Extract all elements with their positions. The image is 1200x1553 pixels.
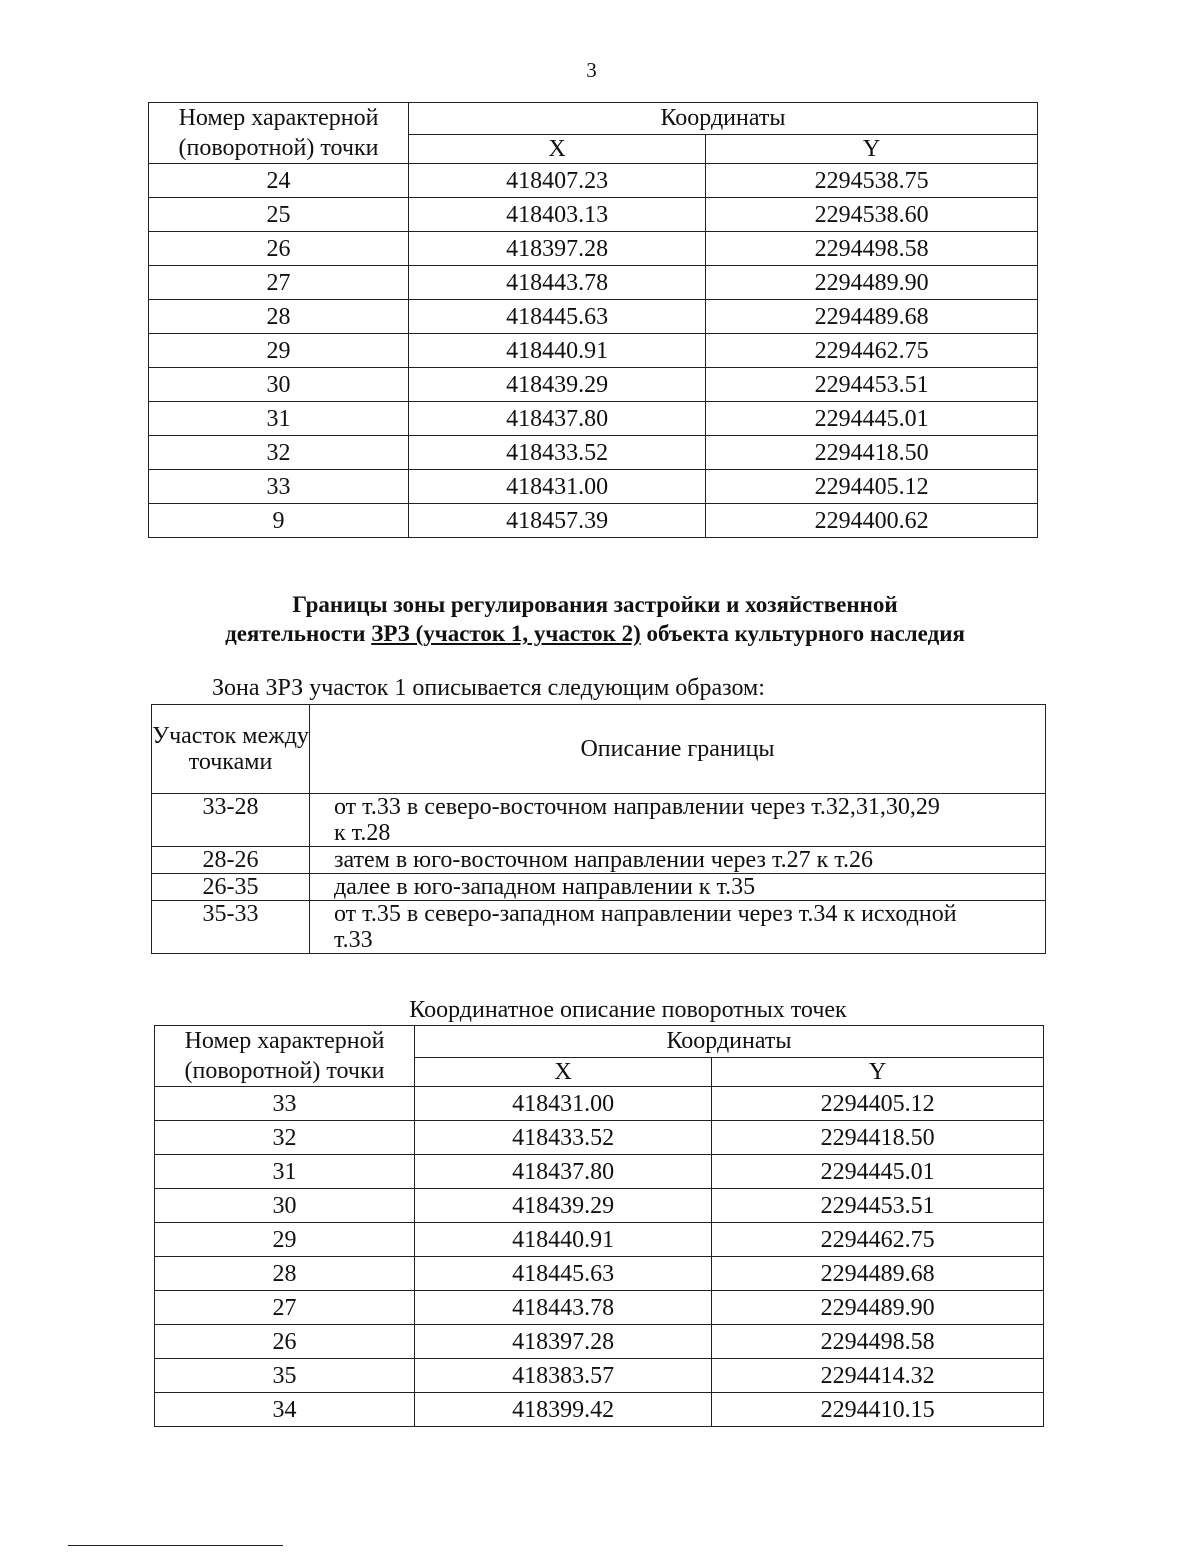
x-coordinate-cell: 418440.91 <box>409 334 706 368</box>
x-coordinate-cell: 418399.42 <box>415 1393 712 1427</box>
point-number-cell: 24 <box>149 164 409 198</box>
y-header: Y <box>712 1057 1044 1086</box>
page-number: 3 <box>586 58 597 82</box>
point-number-header: Номер характерной (поворотной) точки <box>149 103 409 164</box>
y-coordinate-cell: 2294489.90 <box>712 1291 1044 1325</box>
coordinates-table-1 <box>148 102 1038 538</box>
table-row <box>149 232 1038 266</box>
point-number-cell: 27 <box>149 266 409 300</box>
point-number-cell: 32 <box>155 1121 415 1155</box>
point-number-cell: 26 <box>155 1325 415 1359</box>
x-coordinate-cell: 418440.91 <box>415 1223 712 1257</box>
table-row <box>155 1155 1044 1189</box>
point-number-cell: 31 <box>155 1155 415 1189</box>
table-row <box>149 198 1038 232</box>
table-row <box>155 1189 1044 1223</box>
table-row <box>155 1223 1044 1257</box>
table-row <box>152 794 1046 847</box>
table-row <box>155 1359 1044 1393</box>
x-coordinate-cell: 418397.28 <box>415 1325 712 1359</box>
x-coordinate-cell: 418397.28 <box>409 232 706 266</box>
point-number-cell: 35 <box>155 1359 415 1393</box>
x-coordinate-cell: 418457.39 <box>409 504 706 538</box>
section-heading-line-1: Границы зоны регулирования застройки и хозяйственной <box>292 592 898 617</box>
x-header: X <box>409 134 706 163</box>
y-coordinate-cell: 2294538.60 <box>706 198 1038 232</box>
description-line: т.33 <box>334 927 373 953</box>
table-row <box>149 470 1038 504</box>
y-coordinate-cell: 2294453.51 <box>706 368 1038 402</box>
y-coordinate-cell: 2294489.68 <box>706 300 1038 334</box>
coordinates-subcaption: Координатное описание поворотных точек <box>409 997 847 1023</box>
table-row <box>155 1291 1044 1325</box>
y-coordinate-cell: 2294410.15 <box>712 1393 1044 1427</box>
description-line: далее в юго-западном направлении к т.35 <box>334 874 756 900</box>
y-coordinate-cell: 2294462.75 <box>706 334 1038 368</box>
point-number-cell: 30 <box>149 368 409 402</box>
table-row <box>155 1257 1044 1291</box>
point-number-cell: 32 <box>149 436 409 470</box>
point-number-cell: 28 <box>155 1257 415 1291</box>
table-row <box>155 1121 1044 1155</box>
segment-cell: 33-28 <box>152 794 310 847</box>
description-line: от т.35 в северо-западном направлении через т.34 к исходной <box>334 901 957 927</box>
x-coordinate-cell: 418403.13 <box>409 198 706 232</box>
point-number-cell: 27 <box>155 1291 415 1325</box>
table-row <box>149 334 1038 368</box>
point-number-cell: 29 <box>155 1223 415 1257</box>
segment-header: Участок между точками <box>152 705 310 794</box>
x-coordinate-cell: 418439.29 <box>415 1189 712 1223</box>
description-line: от т.33 в северо-восточном направлении через т.32,31,30,29 <box>334 794 940 820</box>
segment-cell: 35-33 <box>152 901 310 954</box>
x-coordinate-cell: 418443.78 <box>409 266 706 300</box>
segment-cell: 26-35 <box>152 874 310 901</box>
x-coordinate-cell: 418433.52 <box>415 1121 712 1155</box>
y-coordinate-cell: 2294418.50 <box>712 1121 1044 1155</box>
y-coordinate-cell: 2294498.58 <box>706 232 1038 266</box>
table-row <box>149 504 1038 538</box>
y-coordinate-cell: 2294400.62 <box>706 504 1038 538</box>
table-row <box>152 901 1046 954</box>
point-number-header: Номер характерной (поворотной) точки <box>155 1026 415 1087</box>
footnote-divider <box>68 1545 283 1546</box>
point-number-cell: 30 <box>155 1189 415 1223</box>
heading-suffix: объекта культурного наследия <box>646 621 965 646</box>
description-cell <box>310 874 1046 901</box>
x-coordinate-cell: 418445.63 <box>415 1257 712 1291</box>
y-coordinate-cell: 2294414.32 <box>712 1359 1044 1393</box>
table-row <box>155 1087 1044 1121</box>
boundary-description-table <box>151 704 1046 954</box>
point-number-cell: 26 <box>149 232 409 266</box>
point-number-cell: 34 <box>155 1393 415 1427</box>
y-header: Y <box>706 134 1038 163</box>
point-number-cell: 31 <box>149 402 409 436</box>
y-coordinate-cell: 2294453.51 <box>712 1189 1044 1223</box>
x-coordinate-cell: 418407.23 <box>409 164 706 198</box>
table-row <box>149 164 1038 198</box>
x-coordinate-cell: 418437.80 <box>415 1155 712 1189</box>
table-row <box>155 1393 1044 1427</box>
heading-underlined: ЗРЗ (участок 1, участок 2) <box>371 621 641 646</box>
coordinates-table-2 <box>154 1025 1044 1427</box>
description-cell <box>310 901 1046 954</box>
table-row <box>155 1325 1044 1359</box>
x-coordinate-cell: 418439.29 <box>409 368 706 402</box>
point-number-cell: 29 <box>149 334 409 368</box>
table-row <box>149 266 1038 300</box>
point-number-cell: 28 <box>149 300 409 334</box>
y-coordinate-cell: 2294445.01 <box>706 402 1038 436</box>
y-coordinate-cell: 2294462.75 <box>712 1223 1044 1257</box>
y-coordinate-cell: 2294445.01 <box>712 1155 1044 1189</box>
point-number-cell: 33 <box>149 470 409 504</box>
zone-intro-text: Зона ЗРЗ участок 1 описывается следующим образом: <box>212 675 765 701</box>
table-row <box>149 300 1038 334</box>
x-header: X <box>415 1057 712 1086</box>
segment-cell: 28-26 <box>152 847 310 874</box>
table-row <box>149 402 1038 436</box>
y-coordinate-cell: 2294489.90 <box>706 266 1038 300</box>
y-coordinate-cell: 2294489.68 <box>712 1257 1044 1291</box>
coordinates-header: Координаты <box>409 103 1038 135</box>
table-row <box>149 436 1038 470</box>
y-coordinate-cell: 2294538.75 <box>706 164 1038 198</box>
table-row <box>149 368 1038 402</box>
point-number-cell: 25 <box>149 198 409 232</box>
table-row <box>152 874 1046 901</box>
description-header: Описание границы <box>310 705 1046 794</box>
x-coordinate-cell: 418437.80 <box>409 402 706 436</box>
x-coordinate-cell: 418383.57 <box>415 1359 712 1393</box>
x-coordinate-cell: 418431.00 <box>409 470 706 504</box>
point-number-cell: 33 <box>155 1087 415 1121</box>
heading-prefix: деятельности <box>225 621 366 646</box>
coordinates-header: Координаты <box>415 1026 1044 1058</box>
y-coordinate-cell: 2294418.50 <box>706 436 1038 470</box>
description-line: к т.28 <box>334 820 391 846</box>
point-number-cell: 9 <box>149 504 409 538</box>
y-coordinate-cell: 2294405.12 <box>712 1087 1044 1121</box>
x-coordinate-cell: 418431.00 <box>415 1087 712 1121</box>
table-row <box>152 847 1046 874</box>
y-coordinate-cell: 2294498.58 <box>712 1325 1044 1359</box>
x-coordinate-cell: 418445.63 <box>409 300 706 334</box>
y-coordinate-cell: 2294405.12 <box>706 470 1038 504</box>
description-cell <box>310 794 1046 847</box>
description-cell <box>310 847 1046 874</box>
section-heading-line-2 <box>150 617 1040 650</box>
description-line: затем в юго-восточном направлении через т.27 к т.26 <box>334 847 873 873</box>
x-coordinate-cell: 418433.52 <box>409 436 706 470</box>
x-coordinate-cell: 418443.78 <box>415 1291 712 1325</box>
